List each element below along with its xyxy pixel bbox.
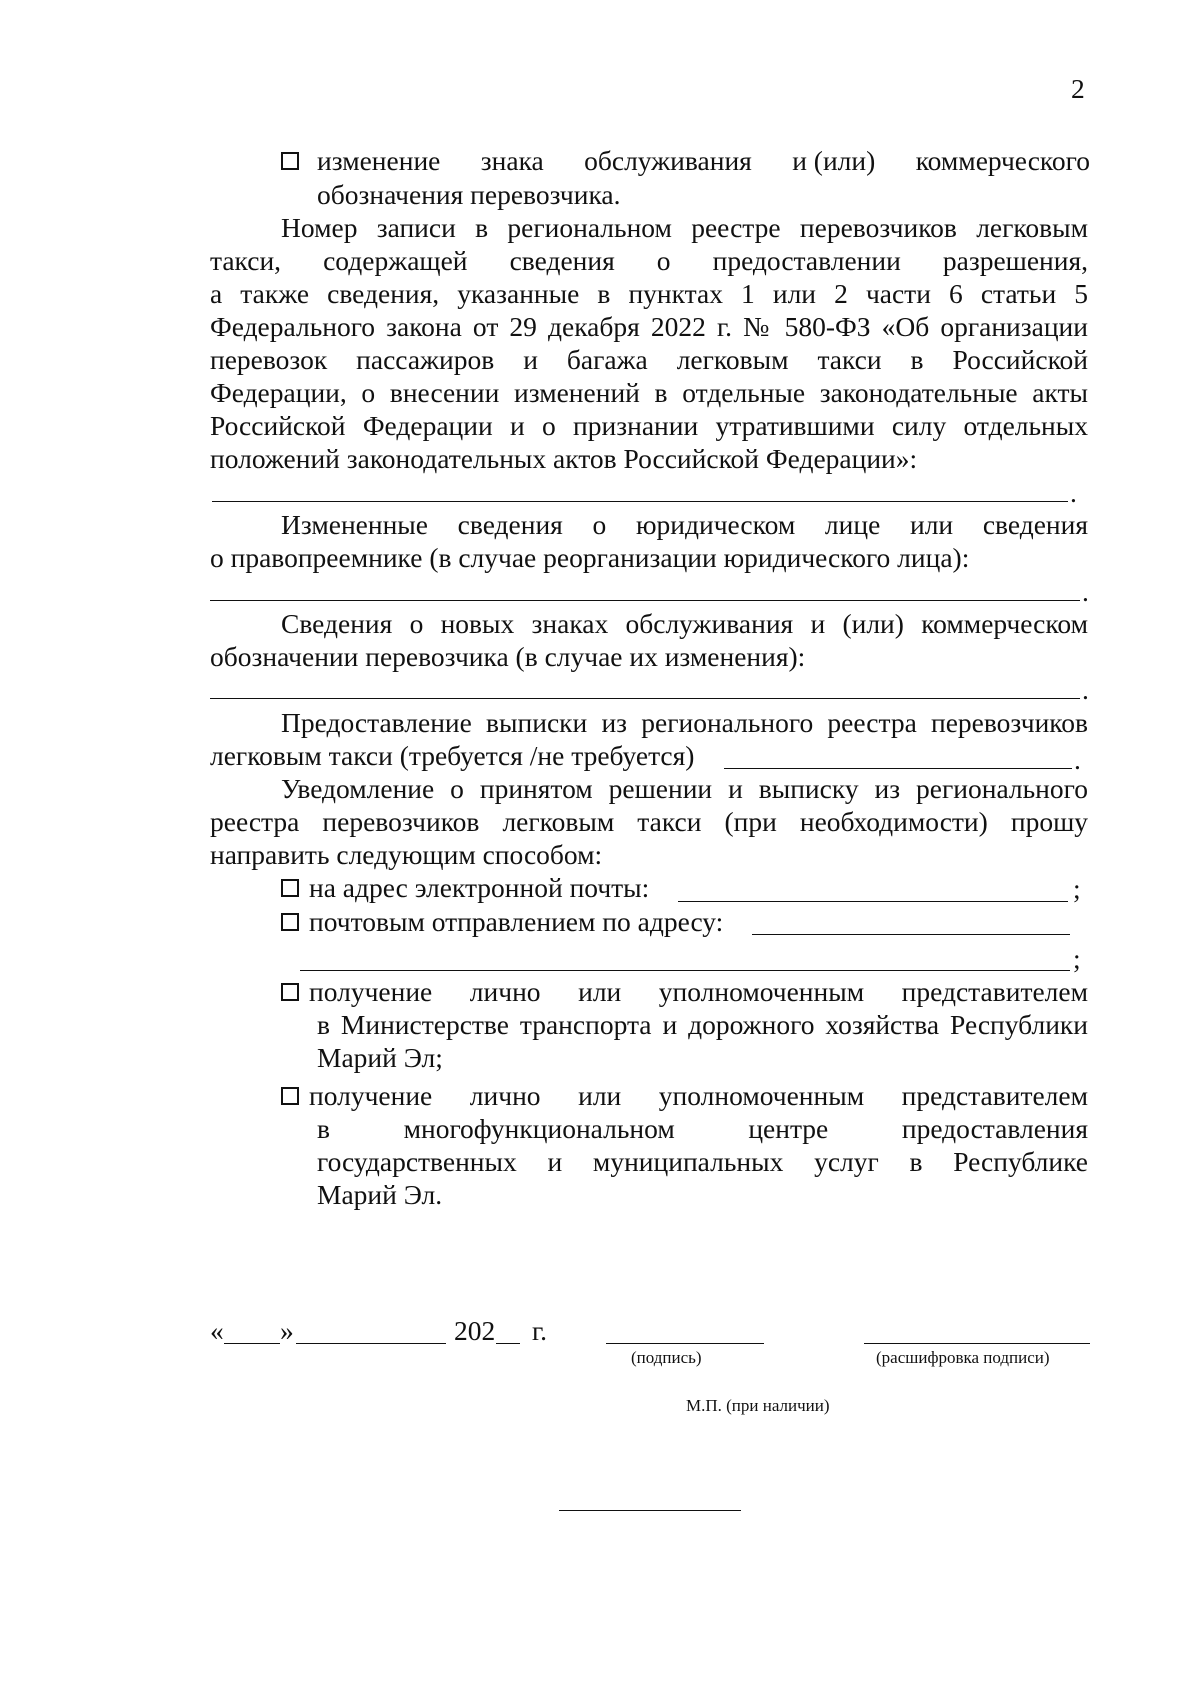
registry-line-4: Федерального закона от 29 декабря 2022 г. № 580-ФЗ «Об организации <box>210 311 1088 342</box>
date-year-suffix: г. <box>532 1315 548 1346</box>
personal-mfc-line-3: государственных и муниципальных услуг в Республике <box>317 1146 1088 1177</box>
extract-request-field[interactable] <box>724 768 1072 769</box>
registry-line-1: Номер записи в региональном реестре перевозчиков легковым <box>281 212 1088 243</box>
changed-info-line-1: Измененные сведения о юридическом лице или сведения <box>281 509 1088 540</box>
date-quote-open: « <box>210 1315 224 1346</box>
checkbox-post[interactable] <box>281 913 299 931</box>
changed-info-field[interactable] <box>210 600 1080 601</box>
registry-line-7: Российской Федерации и о признании утратившими силу отдельных <box>210 410 1088 441</box>
trademark-info-field[interactable] <box>210 698 1080 699</box>
email-semicolon: ; <box>1073 873 1081 904</box>
date-year-prefix: 202 <box>454 1315 496 1346</box>
registry-line-6: Федерации, о внесении изменений в отдельные законодательные акты <box>210 377 1088 408</box>
post-address-field-1[interactable] <box>752 934 1070 935</box>
post-semicolon: ; <box>1073 943 1081 974</box>
date-month-field[interactable] <box>296 1343 446 1344</box>
date-quote-close: » <box>280 1315 294 1346</box>
checkbox-email[interactable] <box>281 879 299 897</box>
trademark-info-period: . <box>1082 674 1089 705</box>
personal-mfc-line-2: в многофункциональном центре предоставления <box>317 1113 1088 1144</box>
personal-ministry-line-2: в Министерстве транспорта и дорожного хозяйства Республики <box>317 1009 1088 1040</box>
date-day-field[interactable] <box>224 1343 280 1344</box>
option-email-label: на адрес электронной почты: <box>309 872 650 903</box>
closing-divider <box>559 1510 741 1511</box>
registry-line-3: а также сведения, указанные в пунктах 1 или 2 части 6 статьи 5 <box>210 278 1088 309</box>
registry-line-5: перевозок пассажиров и багажа легковым такси в Российской <box>210 344 1088 375</box>
registry-number-field[interactable] <box>212 501 1068 502</box>
notification-line-1: Уведомление о принятом решении и выписку из регионального <box>281 773 1088 804</box>
date-year-field[interactable] <box>496 1343 520 1344</box>
extract-request-line-1: Предоставление выписки из регионального реестра перевозчиков <box>281 707 1088 738</box>
email-field[interactable] <box>678 901 1068 902</box>
post-address-field-2[interactable] <box>300 970 1070 971</box>
trademark-info-line-2: обозначении перевозчика (в случае их изменения): <box>210 641 806 672</box>
registry-line-2: такси, содержащей сведения о предоставлении разрешения, <box>210 245 1088 276</box>
notification-line-3: направить следующим способом: <box>210 839 603 870</box>
registry-line-8: положений законодательных актов Российской Федерации»: <box>210 443 918 474</box>
personal-mfc-line-4: Марий Эл. <box>317 1179 443 1210</box>
option-post-label: почтовым отправлением по адресу: <box>309 906 724 937</box>
signature-transcript-caption: (расшифровка подписи) <box>876 1348 1050 1367</box>
checkbox-personal-mfc[interactable] <box>281 1087 299 1105</box>
notification-line-2: реестра перевозчиков легковым такси (при необходимости) прошу <box>210 806 1088 837</box>
extract-request-period: . <box>1074 744 1081 775</box>
extract-request-line-2: легковым такси (требуется /не требуется) <box>210 740 695 771</box>
changed-info-period: . <box>1082 576 1089 607</box>
signature-caption: (подпись) <box>631 1348 702 1367</box>
change-trademark-line2: обозначения перевозчика. <box>317 179 621 210</box>
checkbox-change-trademark[interactable] <box>281 152 299 170</box>
personal-mfc-line-1: получение лично или уполномоченным представителем <box>309 1080 1088 1111</box>
signature-transcript-field[interactable] <box>864 1343 1090 1344</box>
page-number: 2 <box>1071 73 1085 104</box>
stamp-label: М.П. (при наличии) <box>686 1396 830 1415</box>
personal-ministry-line-1: получение лично или уполномоченным представителем <box>309 976 1088 1007</box>
personal-ministry-line-3: Марий Эл; <box>317 1042 443 1073</box>
change-trademark-line1: изменение знака обслуживания и (или) коммерческого <box>317 145 1090 176</box>
changed-info-line-2: о правопреемнике (в случае реорганизации юридического лица): <box>210 542 970 573</box>
signature-field[interactable] <box>606 1343 764 1344</box>
checkbox-personal-ministry[interactable] <box>281 983 299 1001</box>
registry-number-period: . <box>1070 477 1077 508</box>
trademark-info-line-1: Сведения о новых знаках обслуживания и (или) коммерческом <box>281 608 1088 639</box>
